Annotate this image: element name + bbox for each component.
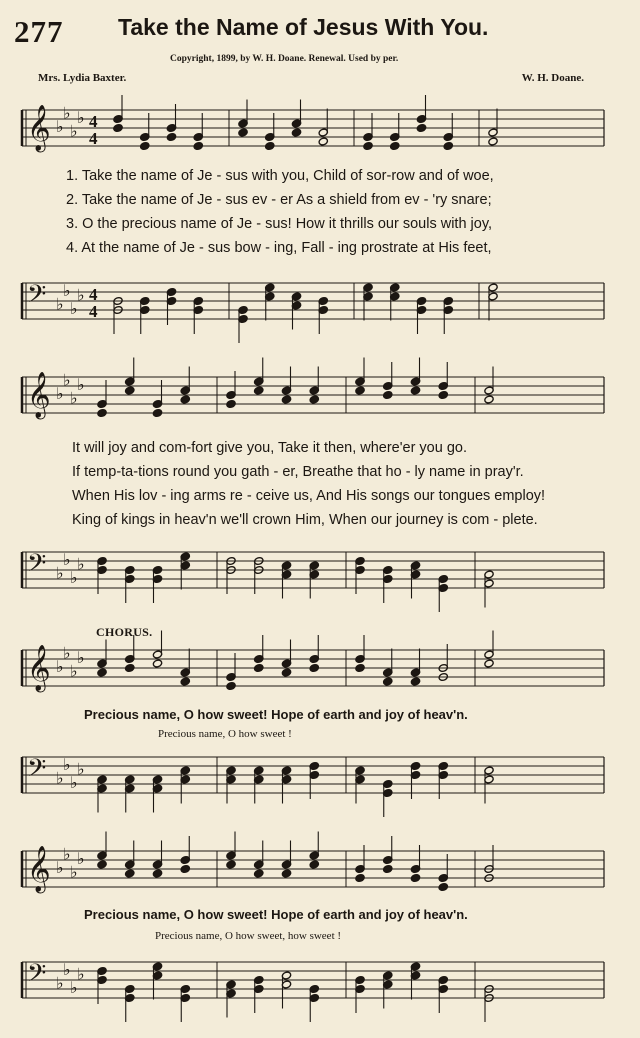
- svg-text:♭: ♭: [56, 657, 64, 676]
- svg-text:♭: ♭: [77, 375, 85, 394]
- chorus-label: CHORUS.: [96, 625, 153, 639]
- svg-text:♭: ♭: [63, 844, 71, 864]
- hymn-number: 277: [14, 14, 64, 49]
- svg-text:♭: ♭: [56, 563, 64, 583]
- svg-text:𝄢: 𝄢: [27, 549, 47, 584]
- svg-text:4: 4: [89, 129, 98, 148]
- svg-text:♭: ♭: [70, 568, 78, 587]
- svg-text:♭: ♭: [77, 759, 85, 779]
- svg-text:♭: ♭: [56, 384, 64, 403]
- svg-text:♭: ♭: [56, 973, 64, 993]
- svg-text:♭: ♭: [63, 103, 71, 123]
- verse-4-line-b: King of kings in heav'n we'll crown Him, When our journey is com - plete.: [72, 512, 538, 528]
- svg-text:♭: ♭: [56, 117, 64, 136]
- verse-4-line-a: 4. At the name of Je - sus bow - ing, Fall - ing prostrate at His feet,: [66, 240, 492, 256]
- chorus-line-2-bass: Precious name, O how sweet, how sweet !: [155, 930, 342, 942]
- svg-text:♭: ♭: [70, 121, 78, 141]
- chorus-line-1: Precious name, O how sweet! Hope of earth and joy of heav'n.: [84, 707, 468, 722]
- svg-text:♭: ♭: [56, 294, 64, 314]
- svg-text:♭: ♭: [63, 281, 71, 300]
- svg-text:♭: ♭: [70, 773, 78, 792]
- svg-text:𝄞: 𝄞: [27, 372, 51, 418]
- svg-text:♭: ♭: [77, 849, 85, 868]
- svg-text:4: 4: [89, 285, 98, 304]
- svg-text:♭: ♭: [70, 661, 78, 681]
- hymn-title: Take the Name of Jesus With You.: [118, 14, 489, 40]
- svg-text:♭: ♭: [70, 978, 78, 997]
- svg-text:♭: ♭: [56, 858, 64, 877]
- svg-text:♭: ♭: [77, 108, 85, 127]
- svg-text:𝄞: 𝄞: [27, 105, 51, 151]
- svg-text:♭: ♭: [63, 755, 71, 774]
- svg-text:♭: ♭: [77, 554, 85, 574]
- svg-text:♭: ♭: [70, 388, 78, 408]
- svg-text:♭: ♭: [70, 299, 78, 318]
- svg-text:♭: ♭: [56, 768, 64, 788]
- verse-3-line-b: When His lov - ing arms re - ceive us, And His songs our tongues employ!: [72, 488, 546, 504]
- chorus-line-2: Precious name, O how sweet! Hope of earth and joy of heav'n.: [84, 907, 468, 922]
- svg-text:4: 4: [89, 112, 98, 131]
- svg-text:4: 4: [89, 302, 98, 321]
- svg-text:♭: ♭: [77, 964, 85, 984]
- svg-text:♭: ♭: [77, 285, 85, 305]
- svg-text:♭: ♭: [77, 648, 85, 667]
- svg-text:𝄢: 𝄢: [27, 959, 47, 994]
- verse-2-line-a: 2. Take the name of Je - sus ev - er As a shield from ev - 'ry snare;: [66, 192, 492, 208]
- svg-text:♭: ♭: [63, 643, 71, 663]
- svg-text:𝄢: 𝄢: [27, 754, 47, 789]
- copyright-notice: Copyright, 1899, by W. H. Doane. Renewal. Used by per.: [170, 54, 399, 64]
- lyricist-credit: Mrs. Lydia Baxter.: [38, 72, 127, 84]
- svg-text:♭: ♭: [70, 862, 78, 882]
- composer-credit: W. H. Doane.: [521, 72, 584, 84]
- svg-text:♭: ♭: [63, 960, 71, 979]
- svg-text:♭: ♭: [63, 550, 71, 569]
- svg-text:𝄞: 𝄞: [27, 846, 51, 892]
- svg-text:𝄢: 𝄢: [27, 280, 47, 315]
- chorus-line-1-bass: Precious name, O how sweet !: [158, 728, 292, 740]
- verse-3-line-a: 3. O the precious name of Je - sus! How it thrills our souls with joy,: [66, 216, 493, 232]
- svg-text:𝄞: 𝄞: [27, 645, 51, 691]
- verse-1-line-a: 1. Take the name of Je - sus with you, Child of sor-row and of woe,: [66, 168, 494, 184]
- verse-2-line-b: If temp-ta-tions round you gath - er, Breathe that ho - ly name in pray'r.: [72, 464, 524, 480]
- svg-text:♭: ♭: [63, 370, 71, 390]
- verse-1-line-b: It will joy and com-fort give you, Take it then, where'er you go.: [72, 440, 467, 456]
